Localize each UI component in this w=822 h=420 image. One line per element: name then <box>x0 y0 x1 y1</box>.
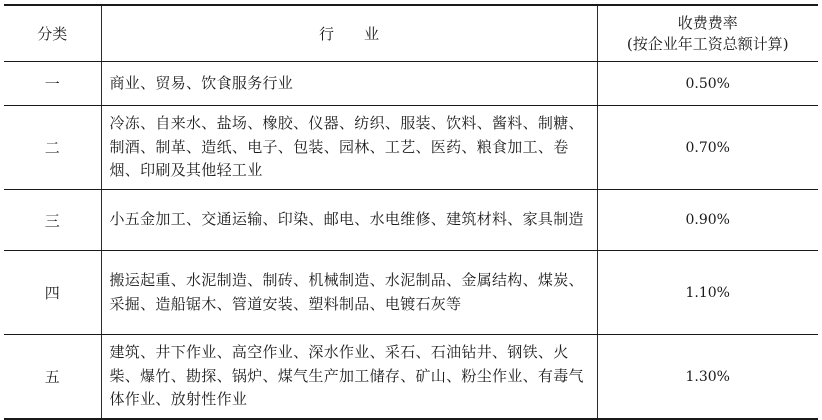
industry-cell: 搬运起重、水泥制造、制砖、机械制造、水泥制品、金属结构、煤炭、采掘、造船锯木、管道安装、塑料制品、电镀石灰等 <box>101 251 597 335</box>
table-row <box>4 251 818 335</box>
table-row <box>4 335 818 420</box>
header-rate-note: (按企业年工资总额计算) <box>626 34 789 53</box>
header-category: 分类 <box>4 5 101 62</box>
category-cell: 五 <box>4 335 101 420</box>
header-rate-title: 收费费率 <box>677 13 738 32</box>
rate-cell: 0.50% <box>597 62 818 106</box>
category-cell: 一 <box>4 62 101 106</box>
rate-cell: 0.90% <box>597 190 818 251</box>
table-row <box>4 190 818 251</box>
insurance-rate-table <box>4 4 818 420</box>
category-cell: 三 <box>4 190 101 251</box>
header-rate <box>597 5 818 62</box>
table-row <box>4 62 818 106</box>
industry-cell: 建筑、井下作业、高空作业、深水作业、采石、石油钻井、钢铁、火柴、爆竹、勘探、锅炉、煤气生产加工储存、矿山、粉尘作业、有毒气体作业、放射性作业 <box>101 335 597 420</box>
industry-cell: 小五金加工、交通运输、印染、邮电、水电维修、建筑材料、家具制造 <box>101 190 597 251</box>
category-cell: 四 <box>4 251 101 335</box>
industry-cell: 商业、贸易、饮食服务行业 <box>101 62 597 106</box>
rate-cell: 1.30% <box>597 335 818 420</box>
category-cell: 二 <box>4 106 101 190</box>
industry-cell: 冷冻、自来水、盐场、橡胶、仪器、纺织、服装、饮料、酱料、制糖、制酒、制革、造纸、电子、包装、园林、工艺、医药、粮食加工、卷烟、印刷及其他轻工业 <box>101 106 597 190</box>
rate-cell: 1.10% <box>597 251 818 335</box>
table-row <box>4 106 818 190</box>
header-industry: 行业 <box>101 5 597 62</box>
table-header-row <box>4 5 818 62</box>
rate-cell: 0.70% <box>597 106 818 190</box>
